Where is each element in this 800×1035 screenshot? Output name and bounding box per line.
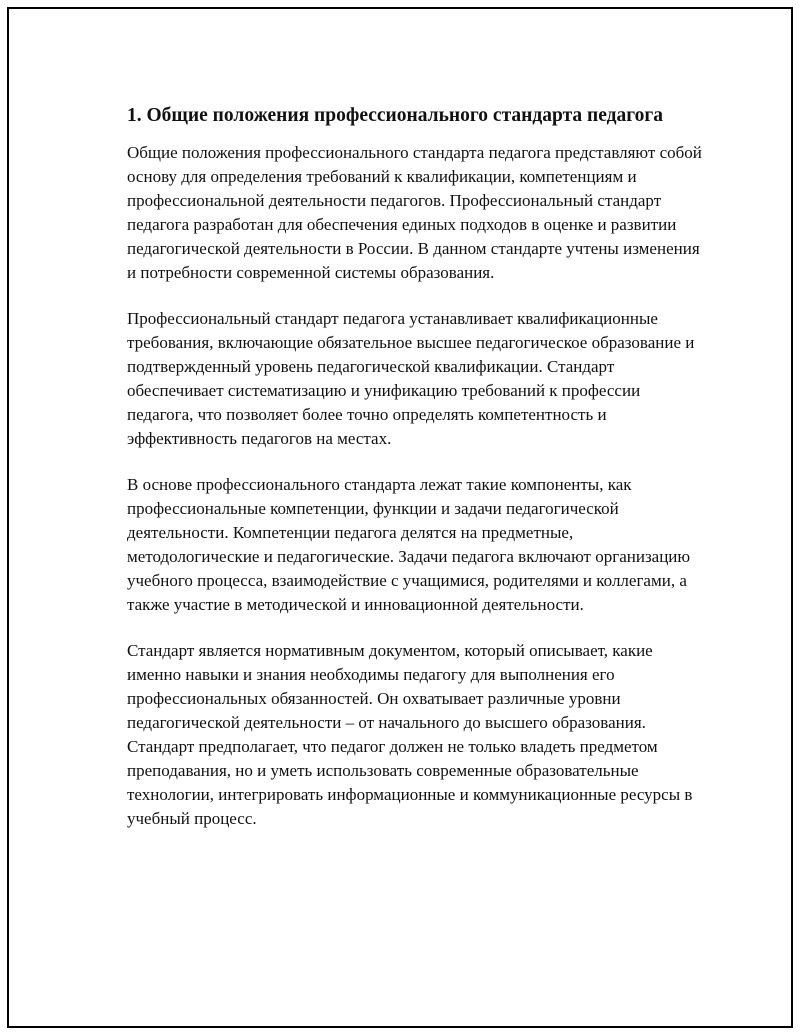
document-body (127, 102, 707, 853)
section-heading: 1. Общие положения профессионального стандарта педагога (127, 105, 663, 126)
paragraph-3: В основе профессионального стандарта лежат такие компоненты, как профессиональные компетенции, функции и задачи педагогической деятельности. Компетенции педагога делятся на предметные, методологические и педагогические. Задачи педагога включают организацию учебного процесса, взаимодействие с учащимися, родителями и коллегами, а также участие в методической и инновационной деятельности. (127, 475, 691, 614)
paragraph-4: Стандарт является нормативным документом, который описывает, какие именно навыки и знания необходимы педагогу для выполнения его профессиональных обязанностей. Он охватывает различные уровни педагогической деятельности – от начального до высшего образования. Стандарт предполагает, что педагог должен не только владеть предметом преподавания, но и уметь использовать современные образовательные технологии, интегрировать информационные и коммуникационные ресурсы в учебный процесс. (127, 641, 693, 828)
paragraph-1: Общие положения профессионального стандарта педагога представляют собой основу для определения требований к квалификации, компетенциям и профессиональной деятельности педагогов. Профессиональный стандарт педагога разработан для обеспечения единых подходов в оценке и развитии педагогической деятельности в России. В данном стандарте учтены изменения и потребности современной системы образования. (127, 143, 702, 282)
page-frame (7, 7, 793, 1028)
paragraph-2: Профессиональный стандарт педагога устанавливает квалификационные требования, включающие обязательное высшее педагогическое образование и подтвержденный уровень педагогической квалификации. Стандарт обеспечивает систематизацию и унификацию требований к профессии педагога, что позволяет более точно определять компетентность и эффективность педагогов на местах. (127, 309, 695, 448)
